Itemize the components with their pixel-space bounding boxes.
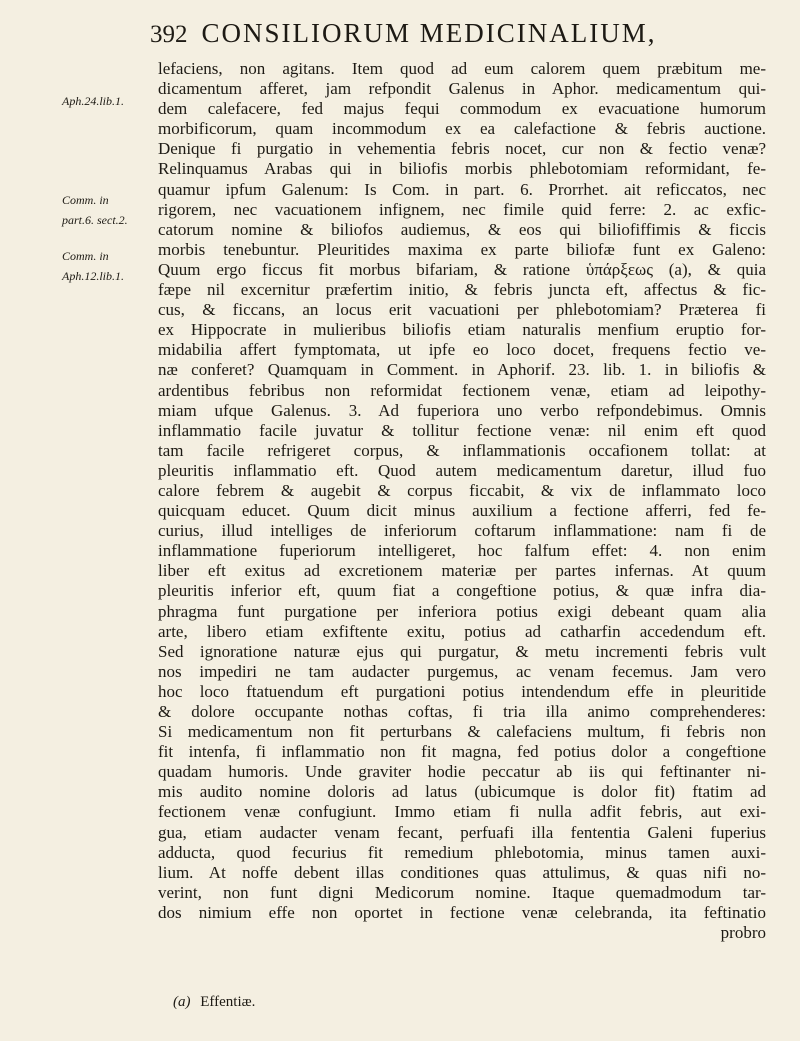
text-line: quadam humoris. Unde graviter hodie peccatur ab iis qui feftinanter ni- bbox=[158, 762, 766, 782]
text-line: tam facile refrigeret corpus, & inflammationis occafionem tollat: at bbox=[158, 440, 766, 460]
text-line: liber eft exitus ad excretionem materiæ per partes infernas. At quum bbox=[158, 561, 766, 581]
text-line: hoc loco ftatuendum eft purgationi potius intendendum effe in pleuritide bbox=[158, 681, 766, 701]
page-number: 392 bbox=[150, 21, 188, 48]
margin-note bbox=[62, 91, 124, 111]
text-line: midabilia affert fymptomata, ut ipfe eo loco docet, frequens fectio ve- bbox=[158, 340, 766, 360]
text-line: næ conferet? Quamquam in Comment. in Aphorif. 23. lib. 1. in biliofis & bbox=[158, 360, 766, 380]
footnote-marker: (a) bbox=[173, 994, 191, 1010]
text-line: lium. At noffe debent illas conditiones quas attulimus, & quas nifi no- bbox=[158, 862, 766, 882]
text-line: quamur ipfum Galenum: Is Com. in part. 6. Prorrhet. ait reficcatos, nec bbox=[158, 179, 766, 199]
text-line: pleuritis inflammatio eft. Quod autem medicamentum daretur, illud fuo bbox=[158, 460, 766, 480]
text-line: Relinquamus Arabas qui in biliofis morbis phlebotomiam reformidant, fe- bbox=[158, 159, 766, 179]
text-line: Si medicamentum non fit perturbans & calefaciens multum, fi febris non bbox=[158, 722, 766, 742]
footnote-text: Effentiæ. bbox=[200, 994, 256, 1010]
margin-note-line: Comm. in bbox=[62, 193, 109, 207]
body-text bbox=[158, 59, 766, 943]
text-line: mis audito nomine doloris ad latus (ubicumque is dolor fit) ftatim ad bbox=[158, 782, 766, 802]
text-line: inflammatione fuperiorum intelligeret, hoc falfum effet: 4. non enim bbox=[158, 541, 766, 561]
margin-note-line: Comm. in bbox=[62, 249, 109, 263]
text-line: dos nimium effe non oportet in fectione venæ celebranda, ita feftinatio bbox=[158, 902, 766, 922]
margin-note bbox=[62, 190, 128, 230]
margin-note bbox=[62, 246, 124, 286]
text-line: probro bbox=[720, 923, 766, 943]
text-line: nos impediri ne tam audacter purgemus, ac venam fecemus. Jam vero bbox=[158, 661, 766, 681]
text-line: fectionem venæ confugiunt. Immo etiam fi nulla adfit febris, aut exi- bbox=[158, 802, 766, 822]
text-line: phragma funt purgatione per inferiora potius exigi debeant quam alia bbox=[158, 601, 766, 621]
text-line: arte, libero etiam exfiftente exitu, potius ad catharfin accedendum eft. bbox=[158, 621, 766, 641]
text-line: fæpe nil excernitur præfertim initio, & febris juncta eft, affectus & fic- bbox=[158, 280, 766, 300]
footnote bbox=[173, 994, 255, 1011]
text-line: ardentibus febribus non reformidat fectionem venæ, etiam ad leipothy- bbox=[158, 380, 766, 400]
text-line: quicquam educet. Quum dicit minus auxilium a fectione afferri, fed fe- bbox=[158, 501, 766, 521]
text-line: fit intenfa, fi inflammatio non fit magna, fed potius dolor a congeftione bbox=[158, 742, 766, 762]
text-line: & dolore occupante nothas coftas, fi tria illa animo comprehenderes: bbox=[158, 702, 766, 721]
text-line: Denique fi purgatio in vehementia febris nocet, cur non & fectio venæ? bbox=[158, 139, 766, 159]
text-line: pleuritis inferior eft, quum fiat a congeftione potius, & quæ infra dia- bbox=[158, 581, 766, 601]
text-line: curius, illud intelliges de inferiorum coftarum inflammatione: nam fi de bbox=[158, 521, 766, 541]
text-line: gua, etiam audacter venam fecant, perfuafi illa fententia Galeni fuperius bbox=[158, 822, 766, 842]
text-line: calore febrem & augebit & corpus ficcabit, & vix de inflammato loco bbox=[158, 480, 766, 500]
text-line: dem calefacere, fed majus fequi commodum ex evacuatione humorum bbox=[158, 99, 766, 119]
text-line: adducta, quod fecurius fit remedium phlebotomia, minus tamen auxi- bbox=[158, 842, 766, 862]
text-line: morbis tenebuntur. Pleuritides maxima ex parte biliofæ funt ex Galeno: bbox=[158, 239, 766, 259]
margin-note-line: part.6. sect.2. bbox=[62, 213, 128, 227]
margin-note-line: Aph.24.lib.1. bbox=[62, 94, 124, 108]
text-line: Sed ignoratione naturæ ejus qui purgatur, & metu incrementi febris vult bbox=[158, 641, 766, 661]
text-line: catorum nomine & biliofos audiemus, & eos qui biliofiffimis & ficcis bbox=[158, 219, 766, 239]
text-line: morbificorum, quam incommodum ex ea calefactione & febris auctione. bbox=[158, 119, 766, 139]
text-line: ex Hippocrate in mulieribus biliofis etiam naturalis menfium eruptio for- bbox=[158, 320, 766, 340]
text-line: dicamentum afferet, jam refpondit Galenus in Aphor. medicamentum qui- bbox=[158, 79, 766, 99]
text-line: verint, non funt digni Medicorum nomine. Itaque quemadmodum tar- bbox=[158, 882, 766, 902]
text-line: lefaciens, non agitans. Item quod ad eum calorem quem præbitum me- bbox=[158, 59, 766, 78]
text-line: inflammatio facile juvatur & tollitur fectione venæ: nil enim eft quod bbox=[158, 420, 766, 440]
text-line: cus, & ficcans, an locus erit vacuationi per phlebotomiam? Præterea fi bbox=[158, 300, 766, 320]
margin-note-line: Aph.12.lib.1. bbox=[62, 269, 124, 283]
text-line: Quum ergo ficcus fit morbus bifariam, & ratione ὑπάρξεως (a), & quia bbox=[158, 259, 766, 279]
page-header bbox=[150, 18, 710, 58]
running-title: CONSILIORUM MEDICINALIUM, bbox=[201, 18, 657, 48]
text-line: rigorem, nec vacuationem infignem, nec fimile quid ferre: 2. ac exfic- bbox=[158, 199, 766, 219]
text-line: miam ufque Galenus. 3. Ad fuperiora uno verbo refpondebimus. Omnis bbox=[158, 400, 766, 420]
